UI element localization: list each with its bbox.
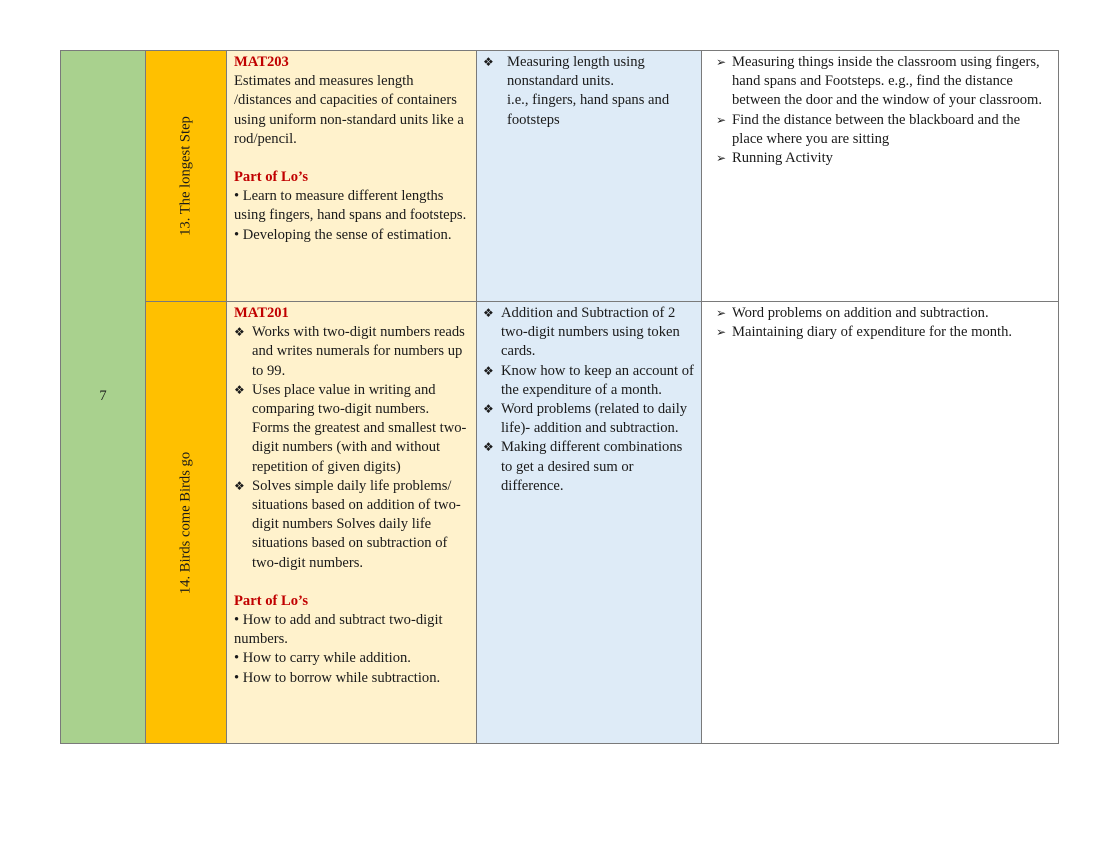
outcome-text: Estimates and measures length /distances and capacities of containers using uniform non-standard units like a rod/pencil.	[234, 73, 464, 147]
chapter-cell	[146, 51, 227, 302]
part-item: • Developing the sense of estimation.	[234, 226, 452, 243]
list-item: ❖ Making different combinations to get a desired sum or difference.	[483, 438, 697, 496]
outcome-code: MAT203	[234, 54, 289, 70]
outcome-code: MAT201	[234, 305, 289, 321]
list-item: ❖ Know how to keep an account of the expenditure of a month.	[483, 362, 697, 400]
part-title: Part of Lo’s	[234, 169, 309, 186]
list-item: ➢ Running Activity	[716, 149, 1054, 168]
list-item: ❖ Uses place value in writing and comparing two-digit numbers. Forms the greatest and smallest two-digit numbers (with and without repetition of given digits)	[234, 381, 470, 477]
learning-outcome-cell	[227, 51, 477, 302]
week-number: 7	[99, 388, 107, 405]
part-item: • Learn to measure different lengths using fingers, hand spans and footsteps.	[234, 188, 467, 224]
chapter-cell	[146, 302, 227, 744]
list-item: ➢ Find the distance between the blackboard and the place where you are sitting	[716, 111, 1054, 149]
chapter-title: 13. The longest Step	[177, 116, 194, 236]
list-item: ➢ Maintaining diary of expenditure for the month.	[716, 323, 1054, 342]
list-item: ❖ Addition and Subtraction of 2 two-digit numbers using token cards.	[483, 304, 697, 362]
list-item: ➢ Measuring things inside the classroom using fingers, hand spans and Footsteps. e.g., find the distance between the door and the window of your classroom.	[716, 53, 1054, 111]
activities-cell	[702, 302, 1059, 744]
part-item: • How to carry while addition.	[234, 650, 411, 667]
lesson-plan-table	[60, 50, 1059, 744]
part-title: Part of Lo’s	[234, 592, 309, 609]
list-item	[483, 53, 697, 130]
activities-cell	[702, 51, 1059, 302]
table-row	[61, 302, 1059, 744]
skills-cell	[477, 51, 702, 302]
chapter-title: 14. Birds come Birds go	[177, 451, 194, 594]
list-item: ❖ Solves simple daily life problems/ situations based on addition of two-digit numbers Solves daily life situations based on subtraction of two-digit numbers.	[234, 477, 470, 573]
part-item: • How to add and subtract two-digit numbers.	[234, 612, 443, 648]
table-row	[61, 51, 1059, 302]
list-item: ➢ Word problems on addition and subtraction.	[716, 304, 1054, 323]
part-item: • How to borrow while subtraction.	[234, 669, 441, 686]
skills-cell	[477, 302, 702, 744]
list-item: ❖ Word problems (related to daily life)- addition and subtraction.	[483, 400, 697, 438]
learning-outcome-cell	[227, 302, 477, 744]
skill-subtext: i.e., fingers, hand spans and footsteps	[507, 92, 670, 128]
week-cell	[61, 51, 146, 744]
list-item: ❖ Works with two-digit numbers reads and writes numerals for numbers up to 99.	[234, 323, 470, 381]
skill-text: Measuring length using nonstandard units.	[507, 54, 645, 90]
